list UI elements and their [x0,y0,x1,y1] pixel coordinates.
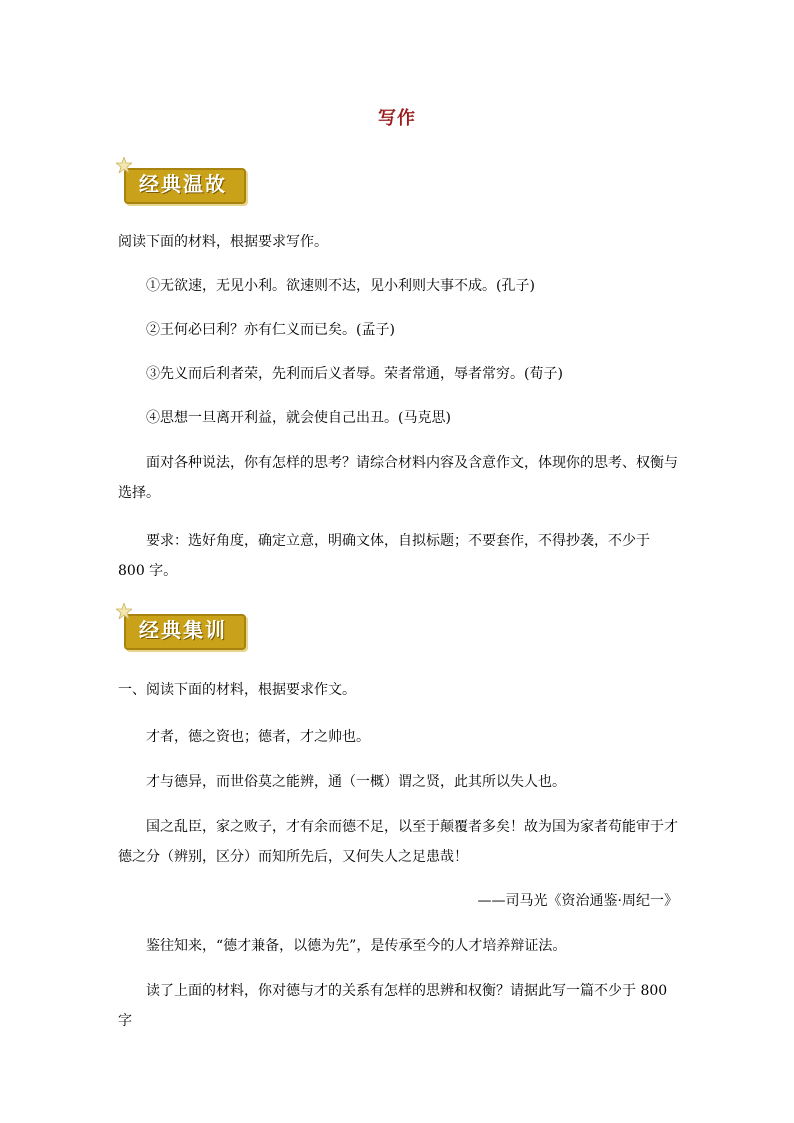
banner-label: 经典集训 [139,618,227,642]
material-line-1: 才者，德之资也；德者，才之帅也。 [146,729,370,745]
note-text: 鉴往知来，“德才兼备，以德为先”，是传承至今的人才培养辩证法。 [146,938,567,954]
banner-label: 经典温故 [139,172,227,196]
section-banner-training [118,610,244,650]
quote-1: ①无欲速，无见小利。欲速则不达，见小利则大事不成。(孔子) [146,278,535,294]
quote-3: ③先义而后利者荣，先利而后义者辱。荣者常通，辱者常穷。(荀子) [146,366,563,382]
page-title: 写作 [378,108,416,129]
section-banner-review [118,164,244,204]
question-intro: 一、阅读下面的材料，根据要求作文。 [118,682,356,698]
material-line-2: 才与德异，而世俗莫之能辨，通（一概）谓之贤，此其所以失人也。 [146,774,566,790]
intro-text: 阅读下面的材料，根据要求写作。 [118,234,328,250]
writing-prompt: 面对各种说法，你有怎样的思考？请综合材料内容及含意作文，体现你的思考、权衡与选择。 [118,455,678,501]
source-citation: ——司马光《资治通鉴·周纪一》 [477,893,678,909]
quote-2: ②王何必曰利？亦有仁义而已矣。(孟子) [146,322,395,338]
task-text: 读了上面的材料，你对德与才的关系有怎样的思辨和权衡？请据此写一篇不少于 800 字 [118,983,668,1029]
material-line-3: 国之乱臣，家之败子，才有余而德不足，以至于颠覆者多矣！故为国为家者苟能审于才德之分（辨别，区分）而知所先后，又何失人之足患哉！ [118,819,678,865]
requirement-text: 要求：选好角度，确定立意，明确文体，自拟标题；不要套作，不得抄袭，不少于 800 字。 [118,533,650,579]
quote-4: ④思想一旦离开利益，就会使自己出丑。(马克思) [146,410,451,426]
